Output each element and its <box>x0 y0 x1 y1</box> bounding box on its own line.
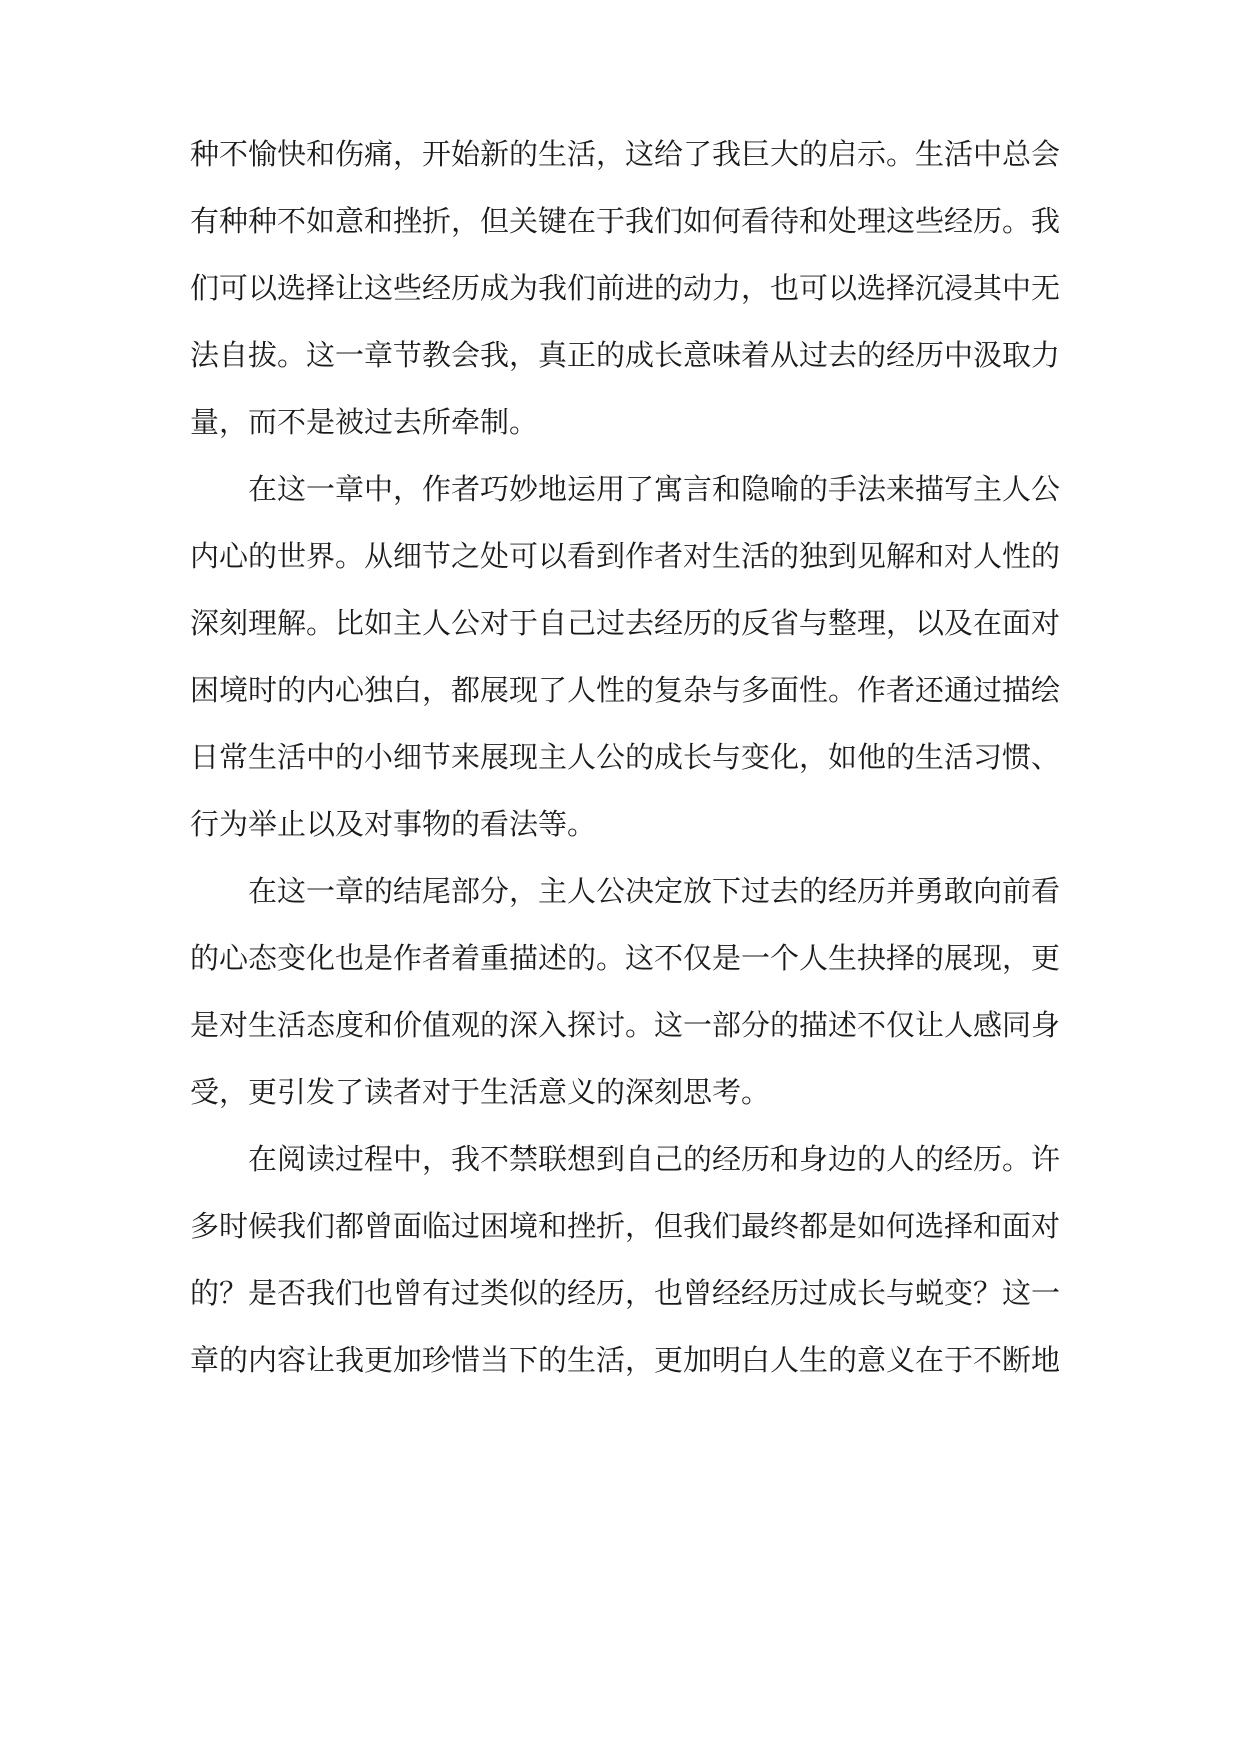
text-line: 是对生活态度和价值观的深入探讨。这一部分的描述不仅让人感同身 <box>190 1008 1061 1042</box>
text-line: 的？是否我们也曾有过类似的经历，也曾经经历过成长与蜕变？这一 <box>190 1276 1061 1310</box>
paragraph-start-line: 在阅读过程中，我不禁联想到自己的经历和身边的人的经历。许 <box>248 1142 1061 1176</box>
text-line: 困境时的内心独白，都展现了人性的复杂与多面性。作者还通过描绘 <box>190 673 1061 707</box>
text-line: 内心的世界。从细节之处可以看到作者对生活的独到见解和对人性的 <box>190 539 1061 573</box>
text-line: 深刻理解。比如主人公对于自己过去经历的反省与整理，以及在面对 <box>190 606 1061 640</box>
text-line: 们可以选择让这些经历成为我们前进的动力，也可以选择沉浸其中无 <box>190 271 1061 305</box>
text-line: 受，更引发了读者对于生活意义的深刻思考。 <box>190 1075 771 1109</box>
paragraph-start-line: 在这一章的结尾部分，主人公决定放下过去的经历并勇敢向前看 <box>248 874 1061 908</box>
text-line: 法自拔。这一章节教会我，真正的成长意味着从过去的经历中汲取力 <box>190 338 1061 372</box>
text-line: 有种种不如意和挫折，但关键在于我们如何看待和处理这些经历。我 <box>190 204 1061 238</box>
paragraph-start-line: 在这一章中，作者巧妙地运用了寓言和隐喻的手法来描写主人公 <box>248 472 1061 506</box>
text-line: 量，而不是被过去所牵制。 <box>190 405 539 439</box>
text-line: 的心态变化也是作者着重描述的。这不仅是一个人生抉择的展现，更 <box>190 941 1061 975</box>
text-line: 多时候我们都曾面临过困境和挫折，但我们最终都是如何选择和面对 <box>190 1209 1061 1243</box>
text-line: 章的内容让我更加珍惜当下的生活，更加明白人生的意义在于不断地 <box>190 1343 1061 1377</box>
text-line: 日常生活中的小细节来展现主人公的成长与变化，如他的生活习惯、 <box>190 740 1061 774</box>
text-line: 行为举止以及对事物的看法等。 <box>190 807 597 841</box>
text-line: 种不愉快和伤痛，开始新的生活，这给了我巨大的启示。生活中总会 <box>190 137 1061 171</box>
